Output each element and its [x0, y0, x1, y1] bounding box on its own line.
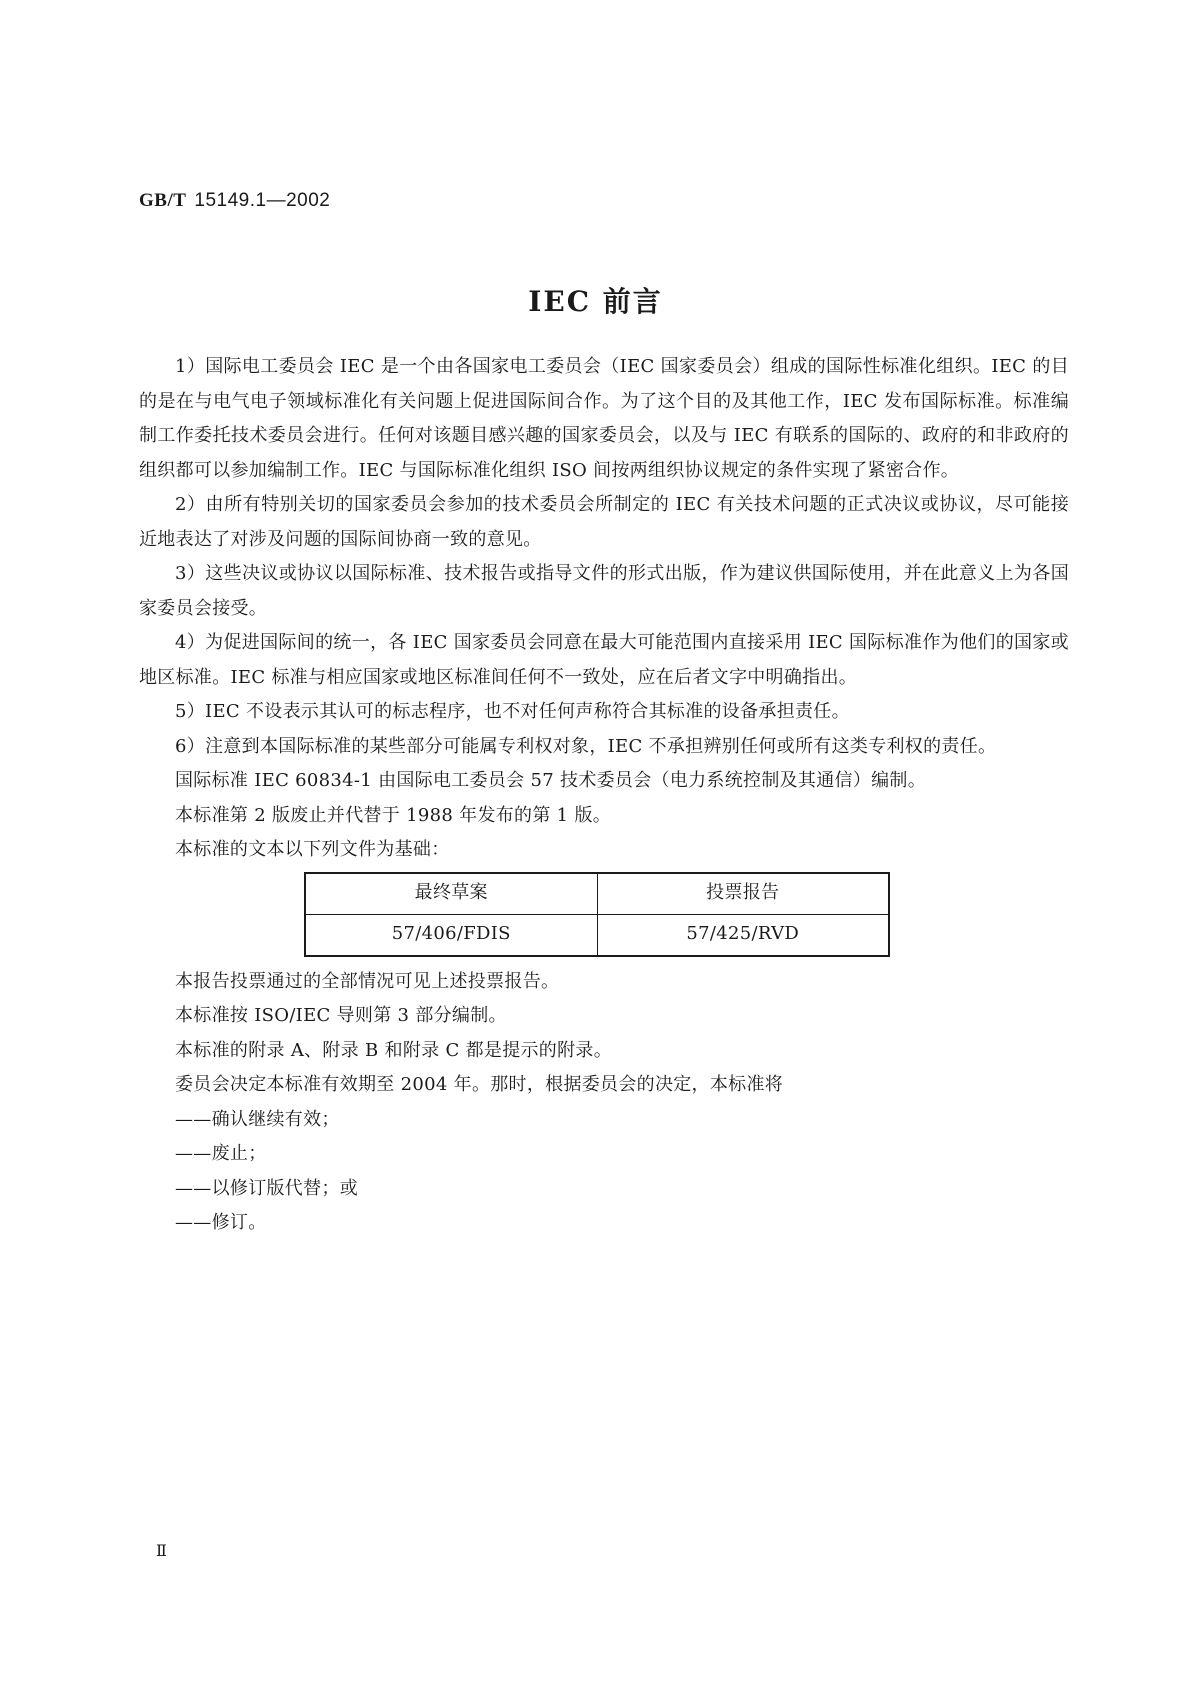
table-cell: 57/425/RVD: [597, 914, 889, 956]
paragraph-2: 2）由所有特别关切的国家委员会参加的技术委员会所制定的 IEC 有关技术问题的正式决议或协议，尽可能接近地表达了对涉及问题的国际间协商一致的意见。: [139, 494, 1069, 550]
paragraph-after-table-3: 本标准的附录 A、附录 B 和附录 C 都是提示的附录。: [175, 1039, 613, 1061]
standard-code-prefix: GB/T: [139, 190, 187, 211]
paragraph-4: 4）为促进国际间的统一，各 IEC 国家委员会同意在最大可能范围内直接采用 IEC 国际标准作为他们的国家或地区标准。IEC 标准与相应国家或地区标准间任何不一致处，应在后者文字中明确指出。: [139, 632, 1069, 688]
paragraph-after-table-1: 本报告投票通过的全部情况可见上述投票报告。: [175, 970, 560, 992]
paragraph-after-table-4: 委员会决定本标准有效期至 2004 年。那时，根据委员会的决定，本标准将: [175, 1074, 784, 1095]
voting-table: [304, 872, 890, 957]
table-row: [305, 914, 889, 956]
paragraph-1: 1）国际电工委员会 IEC 是一个由各国家电工委员会（IEC 国家委员会）组成的国际性标准化组织。IEC 的目的是在与电气电子领域标准化有关问题上促进国际间合作。为了这个目的及其他工作，IEC 发布国际标准。标准编制工作委托技术委员会进行。任何对该题目感兴趣的国家委员会，以及与 IEC 有联系的国际的、政府的和非政府的组织都可以参加编制工作。IEC 与国际标准化组织 ISO 间按两组织协议规定的条件实现了紧密合作。: [139, 356, 1069, 481]
paragraph-after-table-2: 本标准按 ISO/IEC 导则第 3 部分编制。: [175, 1005, 507, 1026]
option-item: ——废止；: [175, 1143, 267, 1164]
document-body: [139, 350, 1069, 1241]
table-header-cell: 投票报告: [597, 873, 889, 915]
table-header-row: [305, 873, 889, 915]
paragraph-6: 6）注意到本国际标准的某些部分可能属专利权对象，IEC 不承担辨别任何或所有这类专利权的责任。: [175, 735, 997, 757]
table-cell: 57/406/FDIS: [305, 914, 597, 956]
table-header-cell: 最终草案: [305, 873, 597, 915]
paragraph-8: 本标准第 2 版废止并代替于 1988 年发布的第 1 版。: [175, 804, 612, 826]
page-number: Ⅱ: [156, 1541, 167, 1560]
standard-code-number: 15149.1—2002: [194, 190, 331, 211]
option-item: ——确认继续有效；: [175, 1108, 340, 1130]
paragraph-3: 3）这些决议或协议以国际标准、技术报告或指导文件的形式出版，作为建议供国际使用，并在此意义上为各国家委员会接受。: [139, 563, 1069, 619]
standard-code: [139, 189, 330, 212]
paragraph-7: 国际标准 IEC 60834-1 由国际电工委员会 57 技术委员会（电力系统控制及其通信）编制。: [175, 770, 927, 791]
option-item: ——以修订版代替；或: [175, 1177, 358, 1199]
page-title: IEC 前言: [528, 285, 663, 318]
option-item: ——修订。: [175, 1212, 267, 1233]
paragraph-9: 本标准的文本以下列文件为基础：: [175, 839, 450, 860]
paragraph-5: 5）IEC 不设表示其认可的标志程序，也不对任何声称符合其标准的设备承担责任。: [175, 701, 850, 722]
